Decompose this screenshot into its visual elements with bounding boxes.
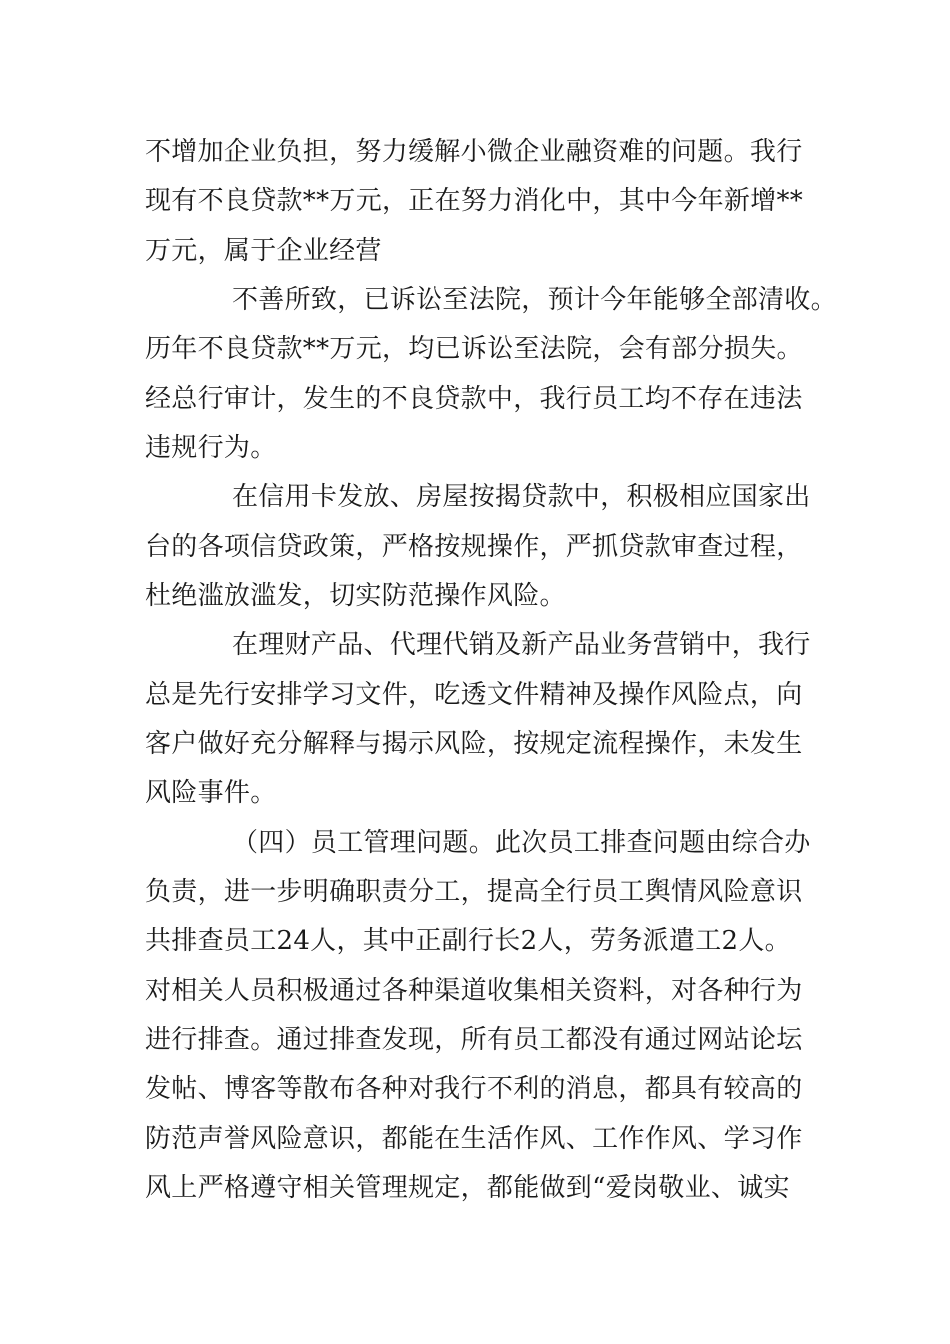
text-line: 经总行审计，发生的不良贷款中，我行员工均不存在违法	[145, 384, 803, 414]
text-line: 对相关人员积极通过各种渠道收集相关资料，对各种行为	[145, 976, 803, 1006]
text-line: 进行排查。通过排查发现，所有员工都没有通过网站论坛	[145, 1025, 803, 1055]
text-line: 现有不良贷款**万元，正在努力消化中，其中今年新增**	[145, 186, 804, 216]
paragraph-start-line: 在理财产品、代理代销及新产品业务营销中，我行	[232, 630, 811, 660]
text-line: 共排查员工24人，其中正副行长2人，劳务派遣工2人。	[145, 926, 791, 956]
text-line: 发帖、博客等散布各种对我行不利的消息，都具有较高的	[145, 1074, 803, 1104]
text-line: 防范声誉风险意识，都能在生活作风、工作作风、学习作	[145, 1124, 803, 1154]
text-line: 负责，进一步明确职责分工，提高全行员工舆情风险意识	[145, 877, 803, 907]
text-line: 风上严格遵守相关管理规定，都能做到“爱岗敬业、诚实	[145, 1173, 790, 1203]
paragraph-start-line: （四）员工管理问题。此次员工排查问题由综合办	[232, 828, 811, 858]
text-line: 客户做好充分解释与揭示风险，按规定流程操作，未发生	[145, 729, 803, 759]
text-line: 违规行为。	[145, 433, 277, 463]
text-line: 万元，属于企业经营	[145, 236, 382, 266]
text-line: 台的各项信贷政策，严格按规操作，严抓贷款审查过程，	[145, 532, 803, 562]
paragraph-start-line: 不善所致，已诉讼至法院，预计今年能够全部清收。	[232, 285, 837, 315]
text-line: 不增加企业负担，努力缓解小微企业融资难的问题。我行	[145, 137, 803, 167]
text-line: 总是先行安排学习文件，吃透文件精神及操作风险点，向	[145, 680, 803, 710]
text-line: 杜绝滥放滥发，切实防范操作风险。	[145, 581, 566, 611]
text-line: 历年不良贷款**万元，均已诉讼至法院，会有部分损失。	[145, 334, 803, 364]
paragraph-start-line: 在信用卡发放、房屋按揭贷款中，积极相应国家出	[232, 482, 811, 512]
text-line: 风险事件。	[145, 778, 277, 808]
